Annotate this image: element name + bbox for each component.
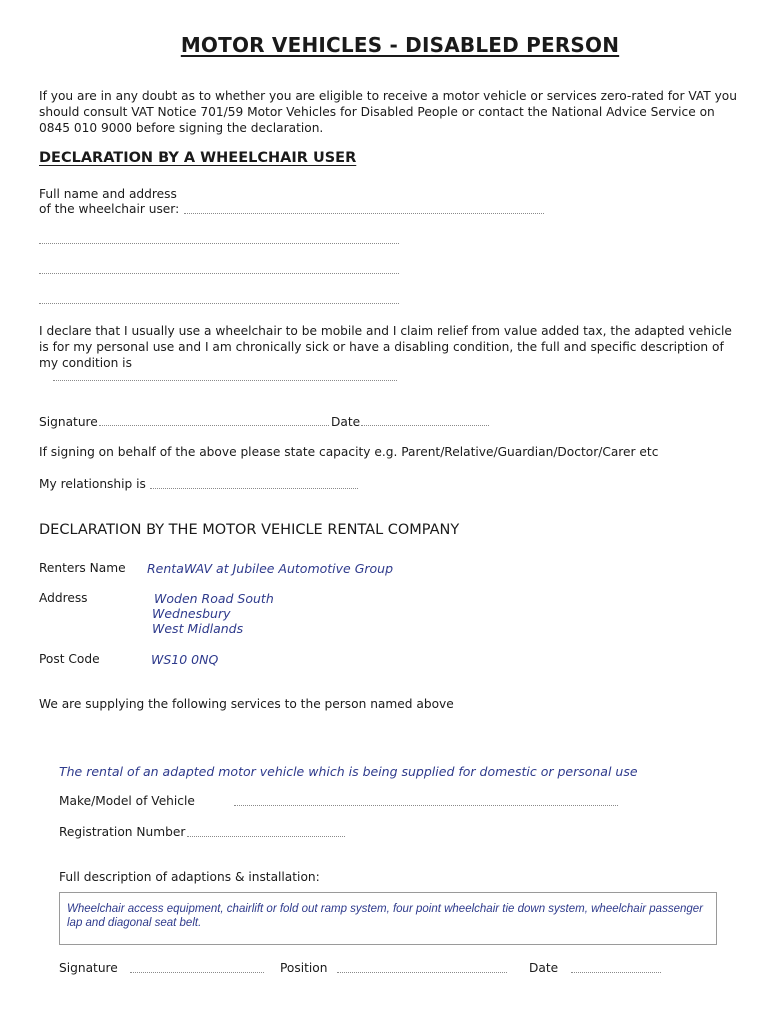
wheelchair-section-heading: DECLARATION BY A WHEELCHAIR USER bbox=[39, 150, 357, 166]
declaration-paragraph: I declare that I usually use a wheelchair to be mobile and I claim relief from value added tax, the adapted vehicle is for my personal use and I am chronically sick or have a disabling condition, the full and specific description of my condition is bbox=[39, 324, 732, 370]
rental-signature-label: Signature bbox=[59, 961, 118, 975]
address-label: Address bbox=[39, 591, 88, 605]
rental-signature-field[interactable] bbox=[130, 972, 264, 973]
name-field[interactable] bbox=[184, 213, 544, 214]
renters-name-value: RentaWAV at Jubilee Automotive Group bbox=[147, 561, 394, 576]
relationship-label: My relationship is bbox=[39, 477, 146, 491]
make-model-label: Make/Model of Vehicle bbox=[59, 794, 195, 808]
rental-date-label: Date bbox=[529, 961, 559, 975]
supplying-text: We are supplying the following services to the person named above bbox=[39, 697, 454, 711]
registration-field[interactable] bbox=[187, 836, 345, 837]
rental-section-heading: DECLARATION BY THE MOTOR VEHICLE RENTAL COMPANY bbox=[39, 522, 460, 538]
behalf-text: If signing on behalf of the above please state capacity e.g. Parent/Relative/Guardian/Doctor/Carer etc bbox=[39, 445, 659, 459]
intro-paragraph: If you are in any doubt as to whether you are eligible to receive a motor vehicle or services zero-rated for VAT you should consult VAT Notice 701/59 Motor Vehicles for Disabled People or contact the National Advice Service on 0845 010 9000 before signing the declaration. bbox=[39, 89, 737, 135]
wheelchair-signature-field[interactable] bbox=[99, 425, 329, 426]
name-label-line-2: of the wheelchair user: bbox=[39, 202, 180, 216]
name-label-line-1: Full name and address bbox=[39, 187, 177, 201]
postcode-value: WS10 0NQ bbox=[151, 652, 219, 667]
rental-position-label: Position bbox=[280, 961, 328, 975]
rental-position-field[interactable] bbox=[337, 972, 507, 973]
registration-label: Registration Number bbox=[59, 825, 186, 839]
make-model-field[interactable] bbox=[234, 805, 618, 806]
renters-name-label: Renters Name bbox=[39, 561, 126, 575]
adaptions-value: Wheelchair access equipment, chairlift or fold out ramp system, four point wheelchair tie down system, wheelchair passenger lap and diagonal seat belt. bbox=[67, 903, 703, 929]
rental-date-field[interactable] bbox=[571, 972, 661, 973]
wheelchair-date-label: Date bbox=[331, 415, 361, 429]
address-value-line-2: Wednesbury bbox=[152, 606, 231, 621]
wheelchair-signature-label: Signature bbox=[39, 415, 98, 429]
adaptions-label: Full description of adaptions & installation: bbox=[59, 870, 320, 884]
condition-field[interactable] bbox=[53, 380, 397, 381]
address-value-line-3: West Midlands bbox=[152, 621, 244, 636]
wheelchair-date-field[interactable] bbox=[361, 425, 489, 426]
address-field-line-2[interactable] bbox=[39, 273, 399, 274]
address-field-line-3[interactable] bbox=[39, 303, 399, 304]
address-value-line-1: Woden Road South bbox=[154, 591, 274, 606]
service-description: The rental of an adapted motor vehicle which is being supplied for domestic or personal use bbox=[59, 764, 638, 779]
document-title: MOTOR VEHICLES - DISABLED PERSON bbox=[180, 33, 620, 57]
relationship-field[interactable] bbox=[150, 488, 358, 489]
address-field-line-1[interactable] bbox=[39, 243, 399, 244]
postcode-label: Post Code bbox=[39, 652, 100, 666]
adaptions-textbox[interactable] bbox=[59, 892, 717, 945]
